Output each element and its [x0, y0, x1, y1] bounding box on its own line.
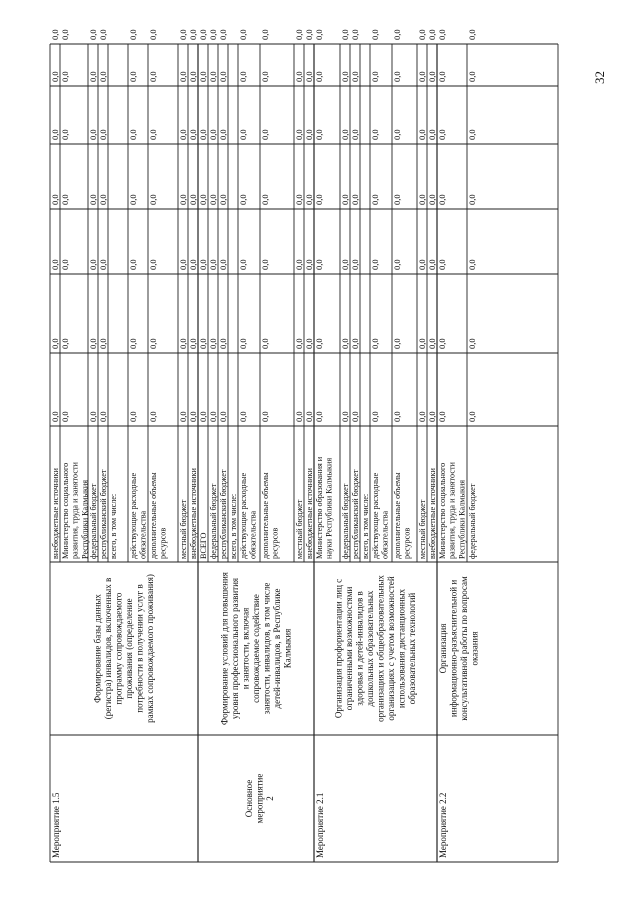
- value-cell: 0,0: [188, 129, 198, 140]
- value-cell: 0,0: [437, 259, 447, 270]
- value-cell: 0,0: [218, 338, 228, 349]
- value-cell: 0,0: [208, 129, 218, 140]
- value-cell: 0,0: [50, 194, 60, 205]
- value-cell: 0,0: [50, 71, 60, 82]
- value-cell: 0,0: [304, 194, 314, 205]
- value-cell: 0,0: [148, 259, 158, 270]
- value-cell: 0,0: [88, 129, 98, 140]
- value-cell: 0,0: [178, 129, 188, 140]
- value-cell: 0,0: [198, 29, 208, 40]
- value-cell: 0,0: [208, 194, 218, 205]
- value-cell: 0,0: [340, 194, 350, 205]
- source-label: местный бюджет: [418, 499, 427, 559]
- measure-name: Формирование условий для повышения: [219, 572, 230, 725]
- value-cell: 0,0: [50, 259, 60, 270]
- value-cell: 0,0: [427, 29, 437, 40]
- value-cell: 0,0: [148, 129, 158, 140]
- source-label: дополнительные объемы: [149, 472, 158, 559]
- measure-name: образовательных технологий: [407, 592, 417, 705]
- value-cell: 0,0: [392, 194, 402, 205]
- value-cell: 0,0: [148, 71, 158, 82]
- measure-label: Мероприятие 1.5: [51, 792, 61, 858]
- value-cell: 0,0: [128, 411, 138, 422]
- value-cell: 0,0: [392, 71, 402, 82]
- value-cell: 0,0: [417, 411, 427, 422]
- source-label: ресурсов: [270, 527, 280, 559]
- source-label: местный бюджет: [295, 499, 304, 559]
- measure-label: Основное: [244, 779, 254, 818]
- value-cell: 0,0: [238, 338, 248, 349]
- value-cell: 0,0: [392, 338, 402, 349]
- value-cell: 0,0: [340, 338, 350, 349]
- measure-name: использования дистанционных: [396, 588, 407, 709]
- measure-name: Формирование базы данных: [92, 594, 103, 703]
- value-cell: 0,0: [467, 411, 477, 422]
- source-label: всего, в том числе:: [109, 493, 118, 559]
- measure-name: потребности в получении услуг в: [134, 584, 145, 713]
- value-cell: 0,0: [417, 259, 427, 270]
- value-cell: 0,0: [392, 29, 402, 40]
- value-cell: 0,0: [178, 259, 188, 270]
- value-cell: 0,0: [128, 338, 138, 349]
- value-cell: 0,0: [437, 338, 447, 349]
- value-cell: 0,0: [417, 29, 427, 40]
- value-cell: 0,0: [370, 71, 380, 82]
- source-label: всего, в том числе:: [361, 493, 370, 559]
- value-cell: 0,0: [198, 194, 208, 205]
- value-cell: 0,0: [238, 194, 248, 205]
- value-cell: 0,0: [198, 411, 208, 422]
- value-cell: 0,0: [148, 338, 158, 349]
- source-label: Республики Калмыкия: [80, 479, 90, 559]
- source-label: Министерство образования и: [315, 456, 324, 559]
- source-label: внебюджетные источники: [51, 468, 60, 559]
- value-cell: 0,0: [427, 259, 437, 270]
- measure-name: здоровья и детей-инвалидов в: [354, 591, 365, 706]
- value-cell: 0,0: [188, 411, 198, 422]
- source-label: действующие расходные: [239, 472, 248, 559]
- value-cell: 0,0: [350, 29, 360, 40]
- value-cell: 0,0: [178, 29, 188, 40]
- value-cell: 0,0: [128, 259, 138, 270]
- value-cell: 0,0: [198, 129, 208, 140]
- value-cell: 0,0: [128, 71, 138, 82]
- value-cell: 0,0: [208, 71, 218, 82]
- value-cell: 0,0: [370, 411, 380, 422]
- source-label: республиканский бюджет: [219, 469, 228, 559]
- value-cell: 0,0: [208, 338, 218, 349]
- source-label: местный бюджет: [179, 499, 188, 559]
- value-cell: 0,0: [60, 71, 70, 82]
- value-cell: 0,0: [314, 338, 324, 349]
- value-cell: 0,0: [294, 338, 304, 349]
- value-cell: 0,0: [340, 411, 350, 422]
- measure-label: мероприятие: [254, 773, 265, 824]
- source-label: обязательства: [380, 510, 390, 559]
- value-cell: 0,0: [178, 411, 188, 422]
- value-cell: 0,0: [350, 194, 360, 205]
- value-cell: 0,0: [467, 71, 477, 82]
- measure-name: организациях и общеобразовательных: [375, 575, 386, 722]
- source-label: действующие расходные: [129, 472, 138, 559]
- value-cell: 0,0: [294, 29, 304, 40]
- value-cell: 0,0: [88, 411, 98, 422]
- value-cell: 0,0: [50, 338, 60, 349]
- value-cell: 0,0: [350, 71, 360, 82]
- value-cell: 0,0: [128, 194, 138, 205]
- value-cell: 0,0: [427, 411, 437, 422]
- value-cell: 0,0: [427, 338, 437, 349]
- value-cell: 0,0: [314, 129, 324, 140]
- value-cell: 0,0: [208, 29, 218, 40]
- source-label: федеральный бюджет: [468, 483, 477, 559]
- value-cell: 0,0: [314, 194, 324, 205]
- value-cell: 0,0: [148, 411, 158, 422]
- measure-name: консультативной работы по вопросам: [459, 576, 469, 721]
- value-cell: 0,0: [340, 29, 350, 40]
- value-cell: 0,0: [88, 259, 98, 270]
- source-label: ВСЕГО: [199, 532, 208, 559]
- value-cell: 0,0: [340, 71, 350, 82]
- value-cell: 0,0: [340, 129, 350, 140]
- value-cell: 0,0: [88, 29, 98, 40]
- value-cell: 0,0: [294, 259, 304, 270]
- measure-label: 2: [265, 796, 275, 801]
- source-label: федеральный бюджет: [209, 483, 218, 559]
- value-cell: 0,0: [304, 29, 314, 40]
- measure-label: Мероприятие 2.1: [315, 792, 325, 858]
- measure-name: организациях с учетом возможностей: [386, 576, 396, 721]
- value-cell: 0,0: [198, 338, 208, 349]
- source-label: ресурсов: [402, 527, 412, 559]
- value-cell: 0,0: [370, 194, 380, 205]
- value-cell: 0,0: [314, 29, 324, 40]
- measure-name: дошкольных образовательных: [365, 590, 375, 707]
- value-cell: 0,0: [467, 194, 477, 205]
- source-label: внебюджетные источники: [189, 468, 198, 559]
- value-cell: 0,0: [427, 129, 437, 140]
- value-cell: 0,0: [238, 259, 248, 270]
- value-cell: 0,0: [188, 338, 198, 349]
- value-cell: 0,0: [260, 338, 270, 349]
- value-cell: 0,0: [314, 71, 324, 82]
- value-cell: 0,0: [260, 29, 270, 40]
- measure-name: занятости, инвалидов, в том числе: [261, 582, 272, 715]
- value-cell: 0,0: [98, 259, 108, 270]
- value-cell: 0,0: [60, 338, 70, 349]
- measure-name: оказания: [469, 631, 480, 666]
- value-cell: 0,0: [437, 411, 447, 422]
- measure-name: сопровождаемое содействие: [250, 594, 261, 703]
- source-label: обязательства: [248, 510, 258, 559]
- value-cell: 0,0: [294, 194, 304, 205]
- value-cell: 0,0: [467, 259, 477, 270]
- source-label: республиканский бюджет: [351, 469, 360, 559]
- value-cell: 0,0: [370, 29, 380, 40]
- value-cell: 0,0: [392, 129, 402, 140]
- value-cell: 0,0: [437, 71, 447, 82]
- measure-name: информационно-разъяснительной и: [448, 579, 459, 718]
- value-cell: 0,0: [370, 259, 380, 270]
- measure-name: Калмыкия: [282, 628, 293, 669]
- value-cell: 0,0: [294, 411, 304, 422]
- value-cell: 0,0: [88, 71, 98, 82]
- value-cell: 0,0: [218, 29, 228, 40]
- page-number: 32: [592, 71, 607, 84]
- source-label: внебюджетные источники: [428, 468, 437, 559]
- source-label: развития, труда и занятости: [70, 462, 80, 559]
- value-cell: 0,0: [98, 29, 108, 40]
- value-cell: 0,0: [178, 194, 188, 205]
- value-cell: 0,0: [238, 29, 248, 40]
- value-cell: 0,0: [208, 411, 218, 422]
- value-cell: 0,0: [467, 338, 477, 349]
- value-cell: 0,0: [370, 338, 380, 349]
- source-label: ресурсов: [158, 527, 168, 559]
- measure-name: детей-инвалидов, в Республике: [271, 588, 282, 709]
- measure-name: ограниченными возможностями: [344, 586, 354, 711]
- value-cell: 0,0: [198, 71, 208, 82]
- source-label: республиканский бюджет: [99, 469, 108, 559]
- value-cell: 0,0: [238, 71, 248, 82]
- value-cell: 0,0: [260, 129, 270, 140]
- source-label: Министерство социального: [61, 462, 70, 559]
- value-cell: 0,0: [218, 129, 228, 140]
- source-label: Республики Калмыкия: [457, 479, 467, 559]
- source-label: действующие расходные: [371, 472, 380, 559]
- value-cell: 0,0: [392, 411, 402, 422]
- measure-name: рамках сопровождаемого проживания): [145, 574, 155, 723]
- value-cell: 0,0: [188, 29, 198, 40]
- source-label: дополнительные объемы: [393, 472, 402, 559]
- value-cell: 0,0: [98, 411, 108, 422]
- measure-name: и занятости, включая: [240, 607, 251, 690]
- value-cell: 0,0: [350, 259, 360, 270]
- value-cell: 0,0: [148, 29, 158, 40]
- value-cell: 0,0: [304, 259, 314, 270]
- value-cell: 0,0: [294, 129, 304, 140]
- value-cell: 0,0: [98, 129, 108, 140]
- value-cell: 0,0: [260, 71, 270, 82]
- value-cell: 0,0: [350, 411, 360, 422]
- value-cell: 0,0: [188, 194, 198, 205]
- value-cell: 0,0: [417, 71, 427, 82]
- measure-name: уровня профессионального развития: [229, 577, 240, 720]
- value-cell: 0,0: [148, 194, 158, 205]
- value-cell: 0,0: [188, 71, 198, 82]
- value-cell: 0,0: [60, 129, 70, 140]
- measure-name: Организация: [438, 623, 448, 674]
- source-label: развития, труда и занятости: [447, 462, 457, 559]
- value-cell: 0,0: [427, 71, 437, 82]
- value-cell: 0,0: [417, 129, 427, 140]
- value-cell: 0,0: [88, 338, 98, 349]
- value-cell: 0,0: [350, 338, 360, 349]
- value-cell: 0,0: [218, 259, 228, 270]
- value-cell: 0,0: [238, 129, 248, 140]
- source-label: обязательства: [138, 510, 148, 559]
- value-cell: 0,0: [417, 194, 427, 205]
- value-cell: 0,0: [304, 71, 314, 82]
- value-cell: 0,0: [198, 259, 208, 270]
- value-cell: 0,0: [304, 411, 314, 422]
- value-cell: 0,0: [60, 411, 70, 422]
- value-cell: 0,0: [218, 194, 228, 205]
- measure-name: (регистра) инвалидов, включенных в: [103, 577, 113, 720]
- value-cell: 0,0: [260, 259, 270, 270]
- value-cell: 0,0: [260, 194, 270, 205]
- value-cell: 0,0: [260, 411, 270, 422]
- value-cell: 0,0: [238, 411, 248, 422]
- value-cell: 0,0: [60, 259, 70, 270]
- value-cell: 0,0: [218, 71, 228, 82]
- measure-name: программу сопровождаемого: [113, 592, 124, 705]
- measure-name: проживания (определение: [124, 598, 134, 699]
- value-cell: 0,0: [60, 194, 70, 205]
- value-cell: 0,0: [304, 129, 314, 140]
- value-cell: 0,0: [98, 194, 108, 205]
- value-cell: 0,0: [314, 411, 324, 422]
- value-cell: 0,0: [314, 259, 324, 270]
- value-cell: 0,0: [467, 29, 477, 40]
- value-cell: 0,0: [427, 194, 437, 205]
- value-cell: 0,0: [178, 338, 188, 349]
- source-label: науки Республики Калмыкия: [324, 457, 334, 559]
- value-cell: 0,0: [350, 129, 360, 140]
- value-cell: 0,0: [128, 29, 138, 40]
- value-cell: 0,0: [50, 29, 60, 40]
- value-cell: 0,0: [294, 71, 304, 82]
- value-cell: 0,0: [208, 259, 218, 270]
- value-cell: 0,0: [128, 129, 138, 140]
- value-cell: 0,0: [188, 259, 198, 270]
- value-cell: 0,0: [417, 338, 427, 349]
- value-cell: 0,0: [392, 259, 402, 270]
- source-label: всего, в том числе:: [229, 493, 238, 559]
- measure-name: Организация профориентации лиц с: [333, 578, 344, 719]
- value-cell: 0,0: [437, 194, 447, 205]
- value-cell: 0,0: [218, 411, 228, 422]
- value-cell: 0,0: [178, 71, 188, 82]
- value-cell: 0,0: [437, 129, 447, 140]
- value-cell: 0,0: [98, 71, 108, 82]
- value-cell: 0,0: [437, 29, 447, 40]
- value-cell: 0,0: [467, 129, 477, 140]
- value-cell: 0,0: [60, 29, 70, 40]
- value-cell: 0,0: [370, 129, 380, 140]
- value-cell: 0,0: [50, 411, 60, 422]
- value-cell: 0,0: [98, 338, 108, 349]
- measure-label: Мероприятие 2.2: [438, 792, 448, 858]
- value-cell: 0,0: [304, 338, 314, 349]
- source-label: Министерство социального: [438, 462, 447, 559]
- source-label: дополнительные объемы: [261, 472, 270, 559]
- value-cell: 0,0: [50, 129, 60, 140]
- source-label: федеральный бюджет: [89, 483, 98, 559]
- source-label: федеральный бюджет: [341, 483, 350, 559]
- value-cell: 0,0: [88, 194, 98, 205]
- source-label: внебюджетные источники: [305, 468, 314, 559]
- value-cell: 0,0: [340, 259, 350, 270]
